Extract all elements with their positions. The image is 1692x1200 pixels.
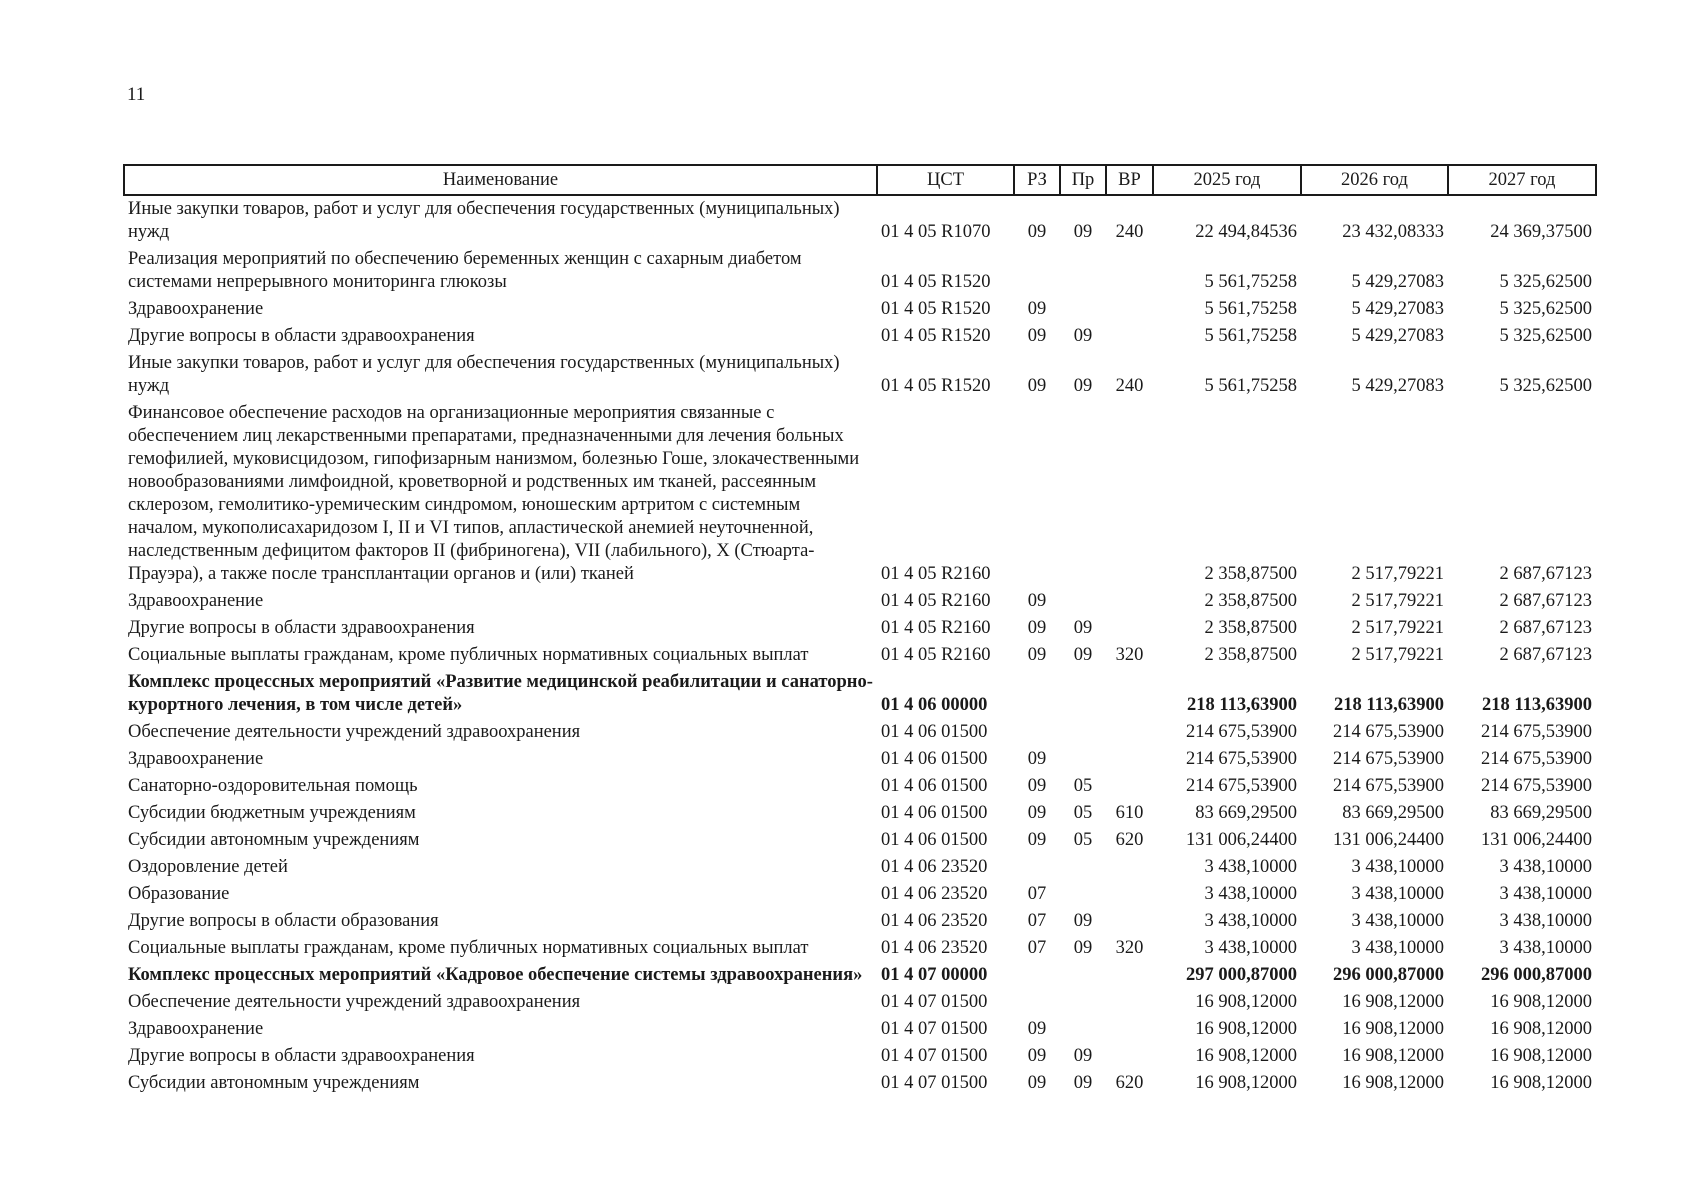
row-amount-2026: 16 908,12000	[1342, 992, 1444, 1012]
header-2026: 2026 год	[1301, 165, 1448, 195]
row-rz	[1014, 719, 1060, 746]
row-pr: 05	[1073, 776, 1093, 796]
row-rz: 09	[1027, 618, 1047, 638]
row-rz: 09	[1027, 299, 1047, 319]
row-amount-2027: 16 908,12000	[1490, 1046, 1592, 1066]
row-vr	[1106, 323, 1153, 350]
row-amount-2025: 2 358,87500	[1204, 618, 1297, 638]
row-name: Субсидии бюджетным учреждениям	[128, 803, 416, 823]
row-amount-2026: 214 675,53900	[1333, 776, 1444, 796]
row-amount-2026: 5 429,27083	[1351, 272, 1444, 292]
row-amount-2026: 2 517,79221	[1351, 618, 1444, 638]
budget-table	[123, 164, 1597, 1097]
row-cst: 01 4 07 01500	[881, 992, 988, 1012]
table-row	[124, 989, 1596, 1016]
row-amount-2026: 2 517,79221	[1351, 645, 1444, 665]
row-vr	[1106, 989, 1153, 1016]
row-name: Субсидии автономным учреждениям	[128, 830, 420, 850]
row-name: Обеспечение деятельности учреждений здравоохранения	[128, 992, 581, 1012]
row-vr: 240	[1115, 376, 1144, 396]
row-vr	[1106, 719, 1153, 746]
row-amount-2025: 5 561,75258	[1204, 326, 1297, 346]
row-amount-2026: 296 000,87000	[1333, 965, 1444, 985]
row-vr	[1106, 854, 1153, 881]
row-cst: 01 4 05 R1070	[881, 222, 991, 242]
row-name: Другие вопросы в области здравоохранения	[128, 1046, 475, 1066]
row-name: Оздоровление детей	[128, 857, 288, 877]
row-pr	[1060, 400, 1106, 588]
row-pr: 09	[1073, 618, 1093, 638]
row-rz: 09	[1027, 326, 1047, 346]
row-amount-2025: 214 675,53900	[1186, 722, 1297, 742]
row-amount-2025: 5 561,75258	[1204, 299, 1297, 319]
row-name: Комплекс процессных мероприятий «Кадровое обеспечение системы здравоохранения»	[128, 965, 863, 985]
row-pr	[1060, 246, 1106, 296]
row-pr	[1060, 296, 1106, 323]
row-name: Иные закупки товаров, работ и услуг для обеспечения государственных (муниципальных) нужд	[128, 199, 840, 242]
row-pr: 09	[1073, 645, 1093, 665]
row-amount-2026: 3 438,10000	[1351, 911, 1444, 931]
row-amount-2026: 5 429,27083	[1351, 376, 1444, 396]
table-row	[124, 935, 1596, 962]
row-cst: 01 4 05 R2160	[881, 618, 991, 638]
table-body	[124, 195, 1596, 1097]
header-2027: 2027 год	[1448, 165, 1596, 195]
row-pr: 09	[1073, 326, 1093, 346]
row-pr: 09	[1073, 1073, 1093, 1093]
row-amount-2027: 5 325,62500	[1499, 326, 1592, 346]
row-cst: 01 4 05 R2160	[881, 564, 991, 584]
row-amount-2025: 2 358,87500	[1204, 591, 1297, 611]
row-name: Финансовое обеспечение расходов на организационные мероприятия связанные с обеспечением лиц лекарственными препаратами, предназначенными для лечения больных гемофилией, муковисцидозом, гипофизарным нанизмом, болезнью Гоше, злокачественными новообразованиями лимфоидной, кроветворной и родственных им тканей, рассеянным склерозом, гемолитико-уремическим синдромом, юношеским артритом с системным началом, мукополисахаридозом I, II и VI типов, апластической анемией неуточненной, наследственным дефицитом факторов II (фибриногена), VII (лабильного), X (Стюарта-Прауэра), а также после трансплантации органов и (или) тканей	[128, 403, 860, 584]
row-name: Обеспечение деятельности учреждений здравоохранения	[128, 722, 581, 742]
row-amount-2025: 5 561,75258	[1204, 272, 1297, 292]
row-rz: 09	[1027, 749, 1047, 769]
row-pr: 09	[1073, 911, 1093, 931]
row-cst: 01 4 07 00000	[881, 965, 988, 985]
row-amount-2025: 3 438,10000	[1204, 857, 1297, 877]
row-amount-2027: 24 369,37500	[1490, 222, 1592, 242]
row-amount-2025: 2 358,87500	[1204, 645, 1297, 665]
row-name: Здравоохранение	[128, 1019, 264, 1039]
row-cst: 01 4 06 01500	[881, 803, 988, 823]
row-amount-2027: 16 908,12000	[1490, 1073, 1592, 1093]
table-row	[124, 827, 1596, 854]
row-pr	[1060, 669, 1106, 719]
table-row	[124, 400, 1596, 588]
row-vr	[1106, 400, 1153, 588]
table-header-row	[124, 165, 1596, 195]
row-amount-2027: 5 325,62500	[1499, 299, 1592, 319]
row-amount-2026: 3 438,10000	[1351, 938, 1444, 958]
row-cst: 01 4 05 R2160	[881, 645, 991, 665]
row-amount-2027: 214 675,53900	[1481, 749, 1592, 769]
row-cst: 01 4 06 23520	[881, 884, 988, 904]
row-amount-2026: 2 517,79221	[1351, 564, 1444, 584]
row-vr	[1106, 773, 1153, 800]
row-amount-2027: 83 669,29500	[1490, 803, 1592, 823]
row-pr	[1060, 719, 1106, 746]
row-vr	[1106, 962, 1153, 989]
row-cst: 01 4 07 01500	[881, 1046, 988, 1066]
row-amount-2026: 5 429,27083	[1351, 326, 1444, 346]
row-rz: 09	[1027, 776, 1047, 796]
table-row	[124, 1043, 1596, 1070]
row-rz: 07	[1027, 884, 1047, 904]
row-name: Здравоохранение	[128, 749, 264, 769]
row-pr	[1060, 746, 1106, 773]
table-row	[124, 908, 1596, 935]
row-cst: 01 4 06 01500	[881, 776, 988, 796]
row-cst: 01 4 05 R2160	[881, 591, 991, 611]
row-rz: 09	[1027, 1073, 1047, 1093]
row-amount-2027: 3 438,10000	[1499, 911, 1592, 931]
row-vr: 320	[1115, 645, 1144, 665]
row-amount-2027: 296 000,87000	[1481, 965, 1592, 985]
row-amount-2026: 16 908,12000	[1342, 1019, 1444, 1039]
row-cst: 01 4 07 01500	[881, 1073, 988, 1093]
row-amount-2027: 16 908,12000	[1490, 1019, 1592, 1039]
row-amount-2026: 2 517,79221	[1351, 591, 1444, 611]
row-amount-2026: 214 675,53900	[1333, 749, 1444, 769]
row-vr	[1106, 588, 1153, 615]
row-cst: 01 4 06 01500	[881, 722, 988, 742]
row-amount-2025: 3 438,10000	[1204, 938, 1297, 958]
row-amount-2027: 2 687,67123	[1499, 645, 1592, 665]
row-name: Здравоохранение	[128, 591, 264, 611]
row-rz: 09	[1027, 1046, 1047, 1066]
row-cst: 01 4 05 R1520	[881, 376, 991, 396]
row-vr	[1106, 1016, 1153, 1043]
row-amount-2027: 3 438,10000	[1499, 857, 1592, 877]
row-vr	[1106, 246, 1153, 296]
row-vr: 620	[1115, 830, 1144, 850]
row-vr	[1106, 908, 1153, 935]
row-cst: 01 4 06 23520	[881, 857, 988, 877]
row-amount-2026: 218 113,63900	[1334, 695, 1444, 715]
row-amount-2026: 83 669,29500	[1342, 803, 1444, 823]
row-amount-2026: 131 006,24400	[1333, 830, 1444, 850]
row-amount-2027: 131 006,24400	[1481, 830, 1592, 850]
row-cst: 01 4 06 00000	[881, 695, 988, 715]
row-amount-2025: 3 438,10000	[1204, 884, 1297, 904]
row-pr	[1060, 854, 1106, 881]
row-amount-2025: 5 561,75258	[1204, 376, 1297, 396]
row-cst: 01 4 05 R1520	[881, 326, 991, 346]
table-row	[124, 1016, 1596, 1043]
row-pr	[1060, 588, 1106, 615]
row-amount-2025: 16 908,12000	[1195, 1073, 1297, 1093]
table-row	[124, 615, 1596, 642]
header-2025: 2025 год	[1153, 165, 1301, 195]
table-row	[124, 881, 1596, 908]
row-amount-2027: 214 675,53900	[1481, 776, 1592, 796]
row-vr	[1106, 296, 1153, 323]
row-rz	[1014, 854, 1060, 881]
row-pr: 09	[1073, 1046, 1093, 1066]
row-rz: 07	[1027, 938, 1047, 958]
row-amount-2025: 214 675,53900	[1186, 776, 1297, 796]
table-row	[124, 854, 1596, 881]
row-amount-2027: 214 675,53900	[1481, 722, 1592, 742]
row-rz	[1014, 962, 1060, 989]
row-name: Социальные выплаты гражданам, кроме публичных нормативных социальных выплат	[128, 645, 809, 665]
row-rz	[1014, 400, 1060, 588]
table-row	[124, 323, 1596, 350]
row-amount-2025: 2 358,87500	[1204, 564, 1297, 584]
row-amount-2025: 297 000,87000	[1186, 965, 1297, 985]
header-pr: Пр	[1060, 165, 1106, 195]
row-amount-2025: 131 006,24400	[1186, 830, 1297, 850]
table-row	[124, 746, 1596, 773]
row-amount-2026: 16 908,12000	[1342, 1073, 1444, 1093]
table-row	[124, 195, 1596, 246]
row-name: Реализация мероприятий по обеспечению беременных женщин с сахарным диабетом системами непрерывного мониторинга глюкозы	[128, 249, 802, 292]
page-number: 11	[127, 84, 146, 105]
row-amount-2025: 22 494,84536	[1195, 222, 1297, 242]
row-rz: 09	[1027, 591, 1047, 611]
row-pr	[1060, 1016, 1106, 1043]
row-name: Иные закупки товаров, работ и услуг для обеспечения государственных (муниципальных) нужд	[128, 353, 840, 396]
table-row-section	[124, 962, 1596, 989]
row-cst: 01 4 06 23520	[881, 938, 988, 958]
row-rz: 07	[1027, 911, 1047, 931]
row-rz	[1014, 669, 1060, 719]
table-row	[124, 350, 1596, 400]
table-row	[124, 296, 1596, 323]
row-name: Социальные выплаты гражданам, кроме публичных нормативных социальных выплат	[128, 938, 809, 958]
row-name: Другие вопросы в области здравоохранения	[128, 326, 475, 346]
row-pr	[1060, 881, 1106, 908]
row-amount-2026: 5 429,27083	[1351, 299, 1444, 319]
table-row-section	[124, 669, 1596, 719]
row-rz: 09	[1027, 222, 1047, 242]
row-pr	[1060, 989, 1106, 1016]
row-cst: 01 4 05 R1520	[881, 299, 991, 319]
row-vr: 240	[1115, 222, 1144, 242]
row-amount-2025: 16 908,12000	[1195, 1046, 1297, 1066]
row-amount-2027: 3 438,10000	[1499, 884, 1592, 904]
row-cst: 01 4 06 01500	[881, 830, 988, 850]
row-pr: 05	[1073, 830, 1093, 850]
table-row	[124, 588, 1596, 615]
header-name: Наименование	[124, 165, 877, 195]
row-amount-2026: 214 675,53900	[1333, 722, 1444, 742]
row-rz: 09	[1027, 1019, 1047, 1039]
row-name: Субсидии автономным учреждениям	[128, 1073, 420, 1093]
row-amount-2027: 2 687,67123	[1499, 591, 1592, 611]
row-pr: 09	[1073, 222, 1093, 242]
row-name: Другие вопросы в области образования	[128, 911, 439, 931]
table-row	[124, 1070, 1596, 1097]
row-rz: 09	[1027, 803, 1047, 823]
row-rz: 09	[1027, 645, 1047, 665]
row-rz	[1014, 246, 1060, 296]
row-amount-2026: 3 438,10000	[1351, 857, 1444, 877]
table-row	[124, 642, 1596, 669]
row-cst: 01 4 06 23520	[881, 911, 988, 931]
row-amount-2025: 16 908,12000	[1195, 992, 1297, 1012]
row-cst: 01 4 05 R1520	[881, 272, 991, 292]
header-cst: ЦСТ	[877, 165, 1014, 195]
table-row	[124, 773, 1596, 800]
row-amount-2027: 2 687,67123	[1499, 618, 1592, 638]
row-name: Санаторно-оздоровительная помощь	[128, 776, 418, 796]
row-amount-2027: 218 113,63900	[1482, 695, 1592, 715]
row-vr: 610	[1115, 803, 1144, 823]
row-amount-2026: 16 908,12000	[1342, 1046, 1444, 1066]
row-name: Образование	[128, 884, 230, 904]
header-rz: РЗ	[1014, 165, 1060, 195]
row-cst: 01 4 06 01500	[881, 749, 988, 769]
row-vr: 320	[1115, 938, 1144, 958]
row-vr	[1106, 615, 1153, 642]
row-pr: 05	[1073, 803, 1093, 823]
row-rz: 09	[1027, 376, 1047, 396]
row-amount-2027: 16 908,12000	[1490, 992, 1592, 1012]
row-amount-2027: 3 438,10000	[1499, 938, 1592, 958]
row-name: Здравоохранение	[128, 299, 264, 319]
row-rz: 09	[1027, 830, 1047, 850]
row-vr: 620	[1115, 1073, 1144, 1093]
row-amount-2025: 218 113,63900	[1187, 695, 1297, 715]
table-row	[124, 800, 1596, 827]
row-rz	[1014, 989, 1060, 1016]
row-amount-2027: 5 325,62500	[1499, 272, 1592, 292]
row-vr	[1106, 881, 1153, 908]
row-name: Комплекс процессных мероприятий «Развитие медицинской реабилитации и санаторно-курортного лечения, в том числе детей»	[128, 672, 873, 715]
row-pr	[1060, 962, 1106, 989]
row-amount-2025: 16 908,12000	[1195, 1019, 1297, 1039]
row-pr: 09	[1073, 938, 1093, 958]
row-pr: 09	[1073, 376, 1093, 396]
row-amount-2025: 83 669,29500	[1195, 803, 1297, 823]
row-amount-2026: 23 432,08333	[1342, 222, 1444, 242]
row-amount-2026: 3 438,10000	[1351, 884, 1444, 904]
row-amount-2025: 3 438,10000	[1204, 911, 1297, 931]
row-amount-2027: 5 325,62500	[1499, 376, 1592, 396]
row-vr	[1106, 669, 1153, 719]
row-vr	[1106, 746, 1153, 773]
table-row	[124, 719, 1596, 746]
row-vr	[1106, 1043, 1153, 1070]
header-vr: ВР	[1106, 165, 1153, 195]
row-amount-2027: 2 687,67123	[1499, 564, 1592, 584]
row-cst: 01 4 07 01500	[881, 1019, 988, 1039]
table-row	[124, 246, 1596, 296]
row-name: Другие вопросы в области здравоохранения	[128, 618, 475, 638]
row-amount-2025: 214 675,53900	[1186, 749, 1297, 769]
